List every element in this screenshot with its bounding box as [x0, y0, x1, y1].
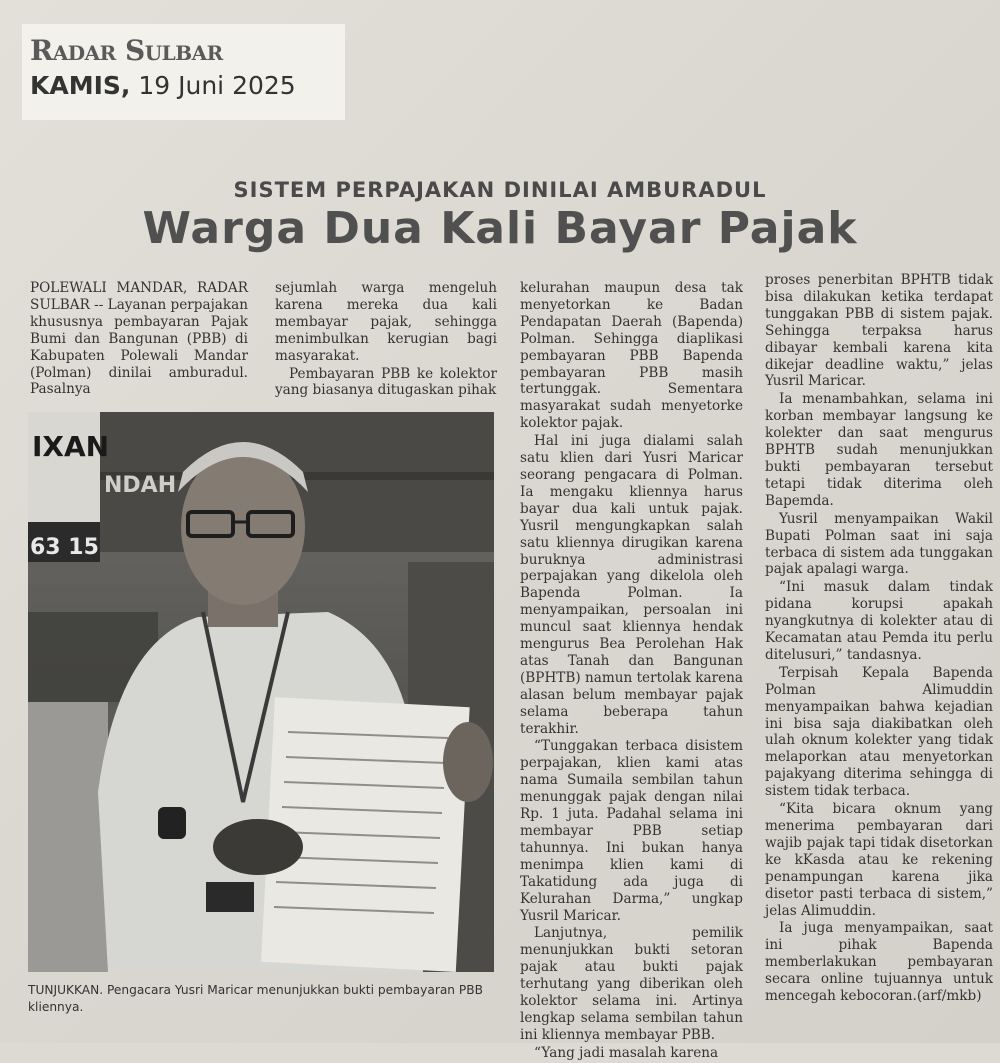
paragraph: POLEWALI MANDAR, RADAR SULBAR -- Layanan perpajakan khususnya pembayaran Pajak Bumi dan Bangunan (PBB) di Kabupaten Polewali Mandar (Polman) dinilai amburadul. Pasalnya: [30, 280, 248, 398]
article-photo: [28, 412, 494, 972]
article-column-3: [520, 280, 743, 1063]
article-column-2: [275, 280, 497, 400]
paragraph: Pembayaran PBB ke kolektor yang biasanya ditugaskan pihak: [275, 365, 497, 399]
article-column-1: [30, 280, 248, 399]
sign-text-top: IXAN: [32, 430, 110, 463]
article-headline: Warga Dua Kali Bayar Pajak: [142, 203, 858, 254]
article-kicker: SISTEM PERPAJAKAN DINILAI AMBURADUL: [233, 178, 767, 202]
sign-text-mid: NDAH: [104, 473, 177, 498]
publication-day: KAMIS,: [30, 71, 131, 100]
paragraph: Hal ini juga dialami salah satu klien dari Yusri Maricar seorang pengacara di Polman. Ia mengaku kliennya harus bayar dua kali untuk pajak. Yusril mengungkapkan salah satu kliennya dirugikan karena buruknya administrasi perpajakan yang dikelola oleh Bapenda Polman. Ia menyampaikan, persoalan ini muncul saat kliennya hendak mengurus Bea Perolehan Hak atas Tanah dan Bangunan (BPHTB) namun tertolak karena alasan belum membayar pajak selama beberapa tahun terakhir.: [520, 433, 743, 737]
photo-caption: TUNJUKKAN. Pengacara Yusri Maricar menunjukkan bukti pembayaran PBB kliennya.: [28, 983, 483, 1014]
paragraph: Terpisah Kepala Bapenda Polman Alimuddin menyampaikan bahwa kejadian ini bisa saja diakibatkan oleh ulah oknum kolekter yang tidak melaporkan atau menyetorkan pajakyang diterima sehingga di sistem tidak terbaca.: [765, 664, 993, 800]
publication-date-value: 19 Juni 2025: [138, 71, 296, 100]
paragraph: “Kita bicara oknum yang menerima pembayaran dari wajib pajak tapi tidak disetorkan ke kKasda atau ke rekening penampungan karena jika disetor pasti terbaca di sistem,” jelas Alimuddin.: [765, 801, 993, 919]
paragraph: Yusril menyampaikan Wakil Bupati Polman saat ini saja terbaca di sistem ada tunggakan pajak apalagi warga.: [765, 510, 993, 578]
paragraph: “Tunggakan terbaca disistem perpajakan, klien kami atas nama Sumaila sembilan tahun menunggak pajak dengan nilai Rp. 1 juta. Padahal selama ini membayar PBB setiap tahunnya. Ini bukan hanya menimpa klien kami di Takatidung ada juga di Kelurahan Darma,” ungkap Yusril Maricar.: [520, 738, 743, 924]
paragraph: “Ini masuk dalam tindak pidana korupsi apakah nyangkutnya di kolekter atau di Kecamatan atau Pemda itu perlu ditelusuri,” tandasnya.: [765, 579, 993, 663]
article-column-4: [765, 272, 993, 1006]
masthead: [22, 24, 345, 120]
publication-date: [30, 71, 337, 100]
paragraph: proses penerbitan BPHTB tidak bisa dilakukan ketika terdapat tunggakan PBB di sistem pajak. Sehingga terpaksa harus dibayar kembali karena kita dikejar deadline waktu,” jelas Yusril Maricar.: [765, 272, 993, 390]
paragraph: “Yang jadi masalah karena: [534, 1044, 719, 1061]
photo-illustration: [28, 412, 494, 972]
paragraph: Ia juga menyampaikan, saat ini pihak Bapenda memberlakukan pembayaran secara online tujuannya untuk mencegah kebocoran.(arf/mkb): [765, 920, 993, 1005]
paragraph: kelurahan maupun desa tak menyetorkan ke Badan Pendapatan Daerah (Bapenda) Polman. Sehingga diaplikasi pembayaran PBB Bapenda pembayaran PBB masih tertunggak. Sementara masyarakat sudah menyetorke kolektor pajak.: [520, 280, 743, 432]
paragraph: Lanjutnya, pemilik menunjukkan bukti setoran pajak atau bukti pajak terhutang yang diberikan oleh kolektor selama ini. Artinya lengkap selama sembilan tahun ini kliennya membayar PBB.: [520, 925, 743, 1043]
paragraph: Ia menambahkan, selama ini korban membayar langsung ke kolekter dan saat mengurus BPHTB sudah menunjukkan bukti pembayaran tersebut tetapi tidak diterima oleh Bapemda.: [765, 391, 993, 509]
paragraph: sejumlah warga mengeluh karena mereka dua kali membayar pajak, sehingga menimbulkan kerugian bagi masyarakat.: [275, 280, 497, 364]
publication-name: Radar Sulbar: [30, 34, 223, 67]
sign-text-num: 63 15: [30, 535, 99, 560]
